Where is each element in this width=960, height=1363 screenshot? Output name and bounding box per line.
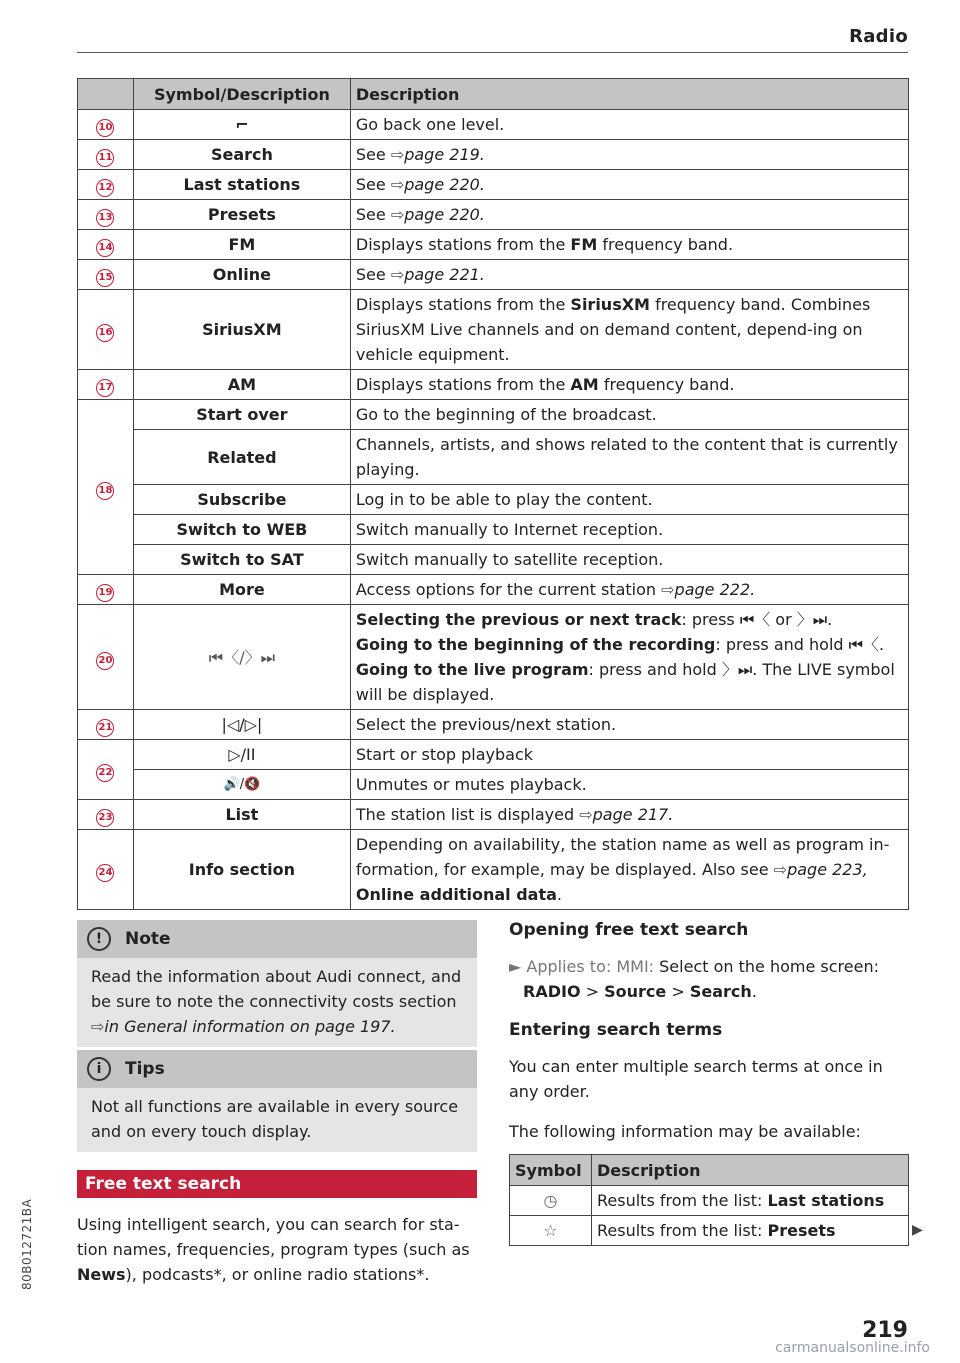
table-row — [78, 800, 909, 830]
table-row — [78, 575, 909, 605]
row-symbol: Online — [133, 260, 350, 290]
search-results-table — [509, 1154, 909, 1246]
row-description — [350, 200, 908, 230]
free-text-search-heading: Free text search — [77, 1170, 477, 1198]
row-description: Log in to be able to play the content. — [350, 485, 908, 515]
table-row — [510, 1186, 909, 1216]
row-symbol: Search — [133, 140, 350, 170]
callout-number: 10 — [96, 119, 114, 137]
note-body: Read the information about Audi connect, and be sure to note the connectivity costs section ⇨in General information on page 197. — [91, 967, 462, 1036]
clock-icon: ◷ — [510, 1186, 592, 1216]
note-title: Note — [125, 929, 171, 949]
right-column — [509, 916, 909, 1144]
page-reference[interactable]: page 223, — [787, 860, 868, 879]
row-description: Switch manually to satellite reception. — [350, 545, 908, 575]
row-description: Start or stop playback — [350, 740, 908, 770]
row-description — [350, 170, 908, 200]
table-row — [78, 485, 909, 515]
table-row — [78, 200, 909, 230]
table-row — [78, 770, 909, 800]
callout-number: 20 — [96, 652, 114, 670]
row-description: Results from the list: Last stations — [592, 1186, 909, 1216]
row-description — [350, 260, 908, 290]
row-description: Channels, artists, and shows related to the content that is currently playing. — [350, 430, 908, 485]
callout-number: 15 — [96, 269, 114, 287]
prev-next-station-icon: |◁/▷| — [133, 710, 350, 740]
table-row — [78, 290, 909, 370]
tips-box — [77, 1050, 477, 1152]
entering-search-heading: Entering search terms — [509, 1020, 723, 1040]
row-description: Go to the beginning of the broadcast. — [350, 400, 908, 430]
play-pause-icon: ▷/II — [133, 740, 350, 770]
search-terms-paragraph: You can enter multiple search terms at once in any order. — [509, 1057, 883, 1101]
page-reference[interactable]: page 221. — [404, 265, 485, 284]
row-description: Unmutes or mutes playback. — [350, 770, 908, 800]
continue-arrow-icon: ▶ — [912, 1222, 923, 1238]
callout-number: 16 — [96, 324, 114, 342]
see-label: See — [355, 175, 386, 194]
note-box — [77, 920, 477, 1047]
row-symbol: List — [133, 800, 350, 830]
star-icon: ☆ — [510, 1216, 592, 1246]
reference-arrow-icon: ⇨ — [390, 265, 405, 284]
see-label: See — [355, 265, 386, 284]
row-symbol: Presets — [133, 200, 350, 230]
callout-number: 23 — [96, 809, 114, 827]
row-description: Displays stations from the SiriusXM frequency band. Combines SiriusXM Live channels and on demand content, depend-ing on vehicle equipment. — [350, 290, 908, 370]
reference-arrow-icon: ⇨ — [390, 175, 405, 194]
row-symbol: FM — [133, 230, 350, 260]
info-icon: i — [87, 1057, 111, 1081]
table-row — [78, 710, 909, 740]
table-row — [78, 515, 909, 545]
callout-number: 17 — [96, 379, 114, 397]
row-description — [350, 140, 908, 170]
page-reference[interactable]: page 220. — [404, 205, 485, 224]
callout-number: 19 — [96, 584, 114, 602]
header-divider — [77, 52, 908, 53]
row-description: Results from the list: Presets — [592, 1216, 909, 1246]
table-row — [78, 605, 909, 710]
callout-number: 14 — [96, 239, 114, 257]
callout-number: 12 — [96, 179, 114, 197]
callout-number: 13 — [96, 209, 114, 227]
table-row — [78, 170, 909, 200]
table-row — [78, 830, 909, 910]
reference-arrow-icon: ⇨ — [579, 805, 593, 824]
row-description: Switch manually to Internet reception. — [350, 515, 908, 545]
table-row — [78, 260, 909, 290]
row-symbol: Switch to WEB — [133, 515, 350, 545]
radio-symbol-table — [77, 78, 909, 910]
page-number: 219 — [862, 1318, 908, 1343]
note-reference[interactable]: in General information on page 197. — [104, 1017, 396, 1036]
section-title: Radio — [849, 26, 908, 47]
reference-arrow-icon: ⇨ — [390, 205, 405, 224]
row-description: Go back one level. — [350, 110, 908, 140]
table-header-row — [78, 79, 909, 110]
table-row — [78, 140, 909, 170]
callout-number: 11 — [96, 149, 114, 167]
header-symbol-description: Symbol/Description — [133, 79, 350, 110]
warning-icon: ! — [87, 927, 111, 951]
see-label: See — [355, 205, 386, 224]
page-reference[interactable]: page 217. — [592, 805, 674, 824]
row-description: Displays stations from the AM frequency band. — [350, 370, 908, 400]
document-code: 80B012721BA — [20, 1198, 34, 1290]
row-description: Depending on availability, the station name as well as program in-formation, for example, may be displayed. Also see ⇨page 223, Online additional data. — [350, 830, 908, 910]
available-info-paragraph: The following information may be available: — [509, 1122, 861, 1141]
back-symbol: ⌐ — [133, 110, 350, 140]
watermark: carmanualsonline.info — [775, 1340, 930, 1356]
table-row — [78, 110, 909, 140]
row-symbol: SiriusXM — [133, 290, 350, 370]
opening-search-heading: Opening free text search — [509, 920, 749, 940]
header-col-number — [78, 79, 134, 110]
see-label: See — [355, 145, 386, 164]
table-row — [510, 1216, 909, 1246]
row-symbol: AM — [133, 370, 350, 400]
tips-title: Tips — [125, 1059, 165, 1079]
table-row — [78, 430, 909, 485]
callout-number: 22 — [96, 764, 114, 782]
table-row — [78, 370, 909, 400]
skip-track-icon: ⏮〈/〉⏭ — [133, 605, 350, 710]
row-description: Selecting the previous or next track: press ⏮〈 or 〉⏭. Going to the beginning of the recording: press and hold ⏮〈. Going to the live program: press and hold 〉⏭. The LIVE symbol will be displayed. — [350, 605, 908, 710]
table-row — [78, 230, 909, 260]
reference-arrow-icon: ⇨ — [390, 145, 405, 164]
row-symbol: Switch to SAT — [133, 545, 350, 575]
row-description: The station list is displayed ⇨page 217. — [350, 800, 908, 830]
row-description: Select the previous/next station. — [350, 710, 908, 740]
header-description: Description — [350, 79, 908, 110]
row-symbol: Info section — [133, 830, 350, 910]
page-reference[interactable]: page 220. — [404, 175, 485, 194]
reference-arrow-icon: ⇨ — [661, 580, 675, 599]
mute-icon: 🔊/🔇 — [133, 770, 350, 800]
reference-arrow-icon: ⇨ — [773, 860, 788, 879]
row-description: Access options for the current station ⇨page 222. — [350, 575, 908, 605]
applies-paragraph: ► Applies to: MMI: Select on the home screen: RADIO > Source > Search. — [509, 957, 879, 1001]
tips-body: Not all functions are available in every source and on every touch display. — [91, 1097, 459, 1141]
row-symbol: Related — [133, 430, 350, 485]
header-symbol: Symbol — [510, 1155, 592, 1186]
callout-number: 21 — [96, 719, 114, 737]
row-symbol: Last stations — [133, 170, 350, 200]
table-row — [78, 740, 909, 770]
callout-number: 18 — [96, 482, 114, 500]
page-reference[interactable]: page 222. — [674, 580, 756, 599]
row-symbol: More — [133, 575, 350, 605]
page-reference[interactable]: page 219. — [404, 145, 485, 164]
tips-header — [77, 1050, 477, 1088]
free-text-search-paragraph: Using intelligent search, you can search for sta-tion names, frequencies, program types (such as News), podcasts*, or online radio stations*. — [77, 1215, 470, 1284]
table-row — [78, 400, 909, 430]
reference-arrow-icon: ⇨ — [91, 1017, 105, 1036]
table-row — [78, 545, 909, 575]
row-symbol: Subscribe — [133, 485, 350, 515]
table-header-row — [510, 1155, 909, 1186]
row-description: Displays stations from the FM frequency band. — [350, 230, 908, 260]
callout-number: 24 — [96, 864, 114, 882]
note-header — [77, 920, 477, 958]
row-symbol: Start over — [133, 400, 350, 430]
header-description: Description — [592, 1155, 909, 1186]
